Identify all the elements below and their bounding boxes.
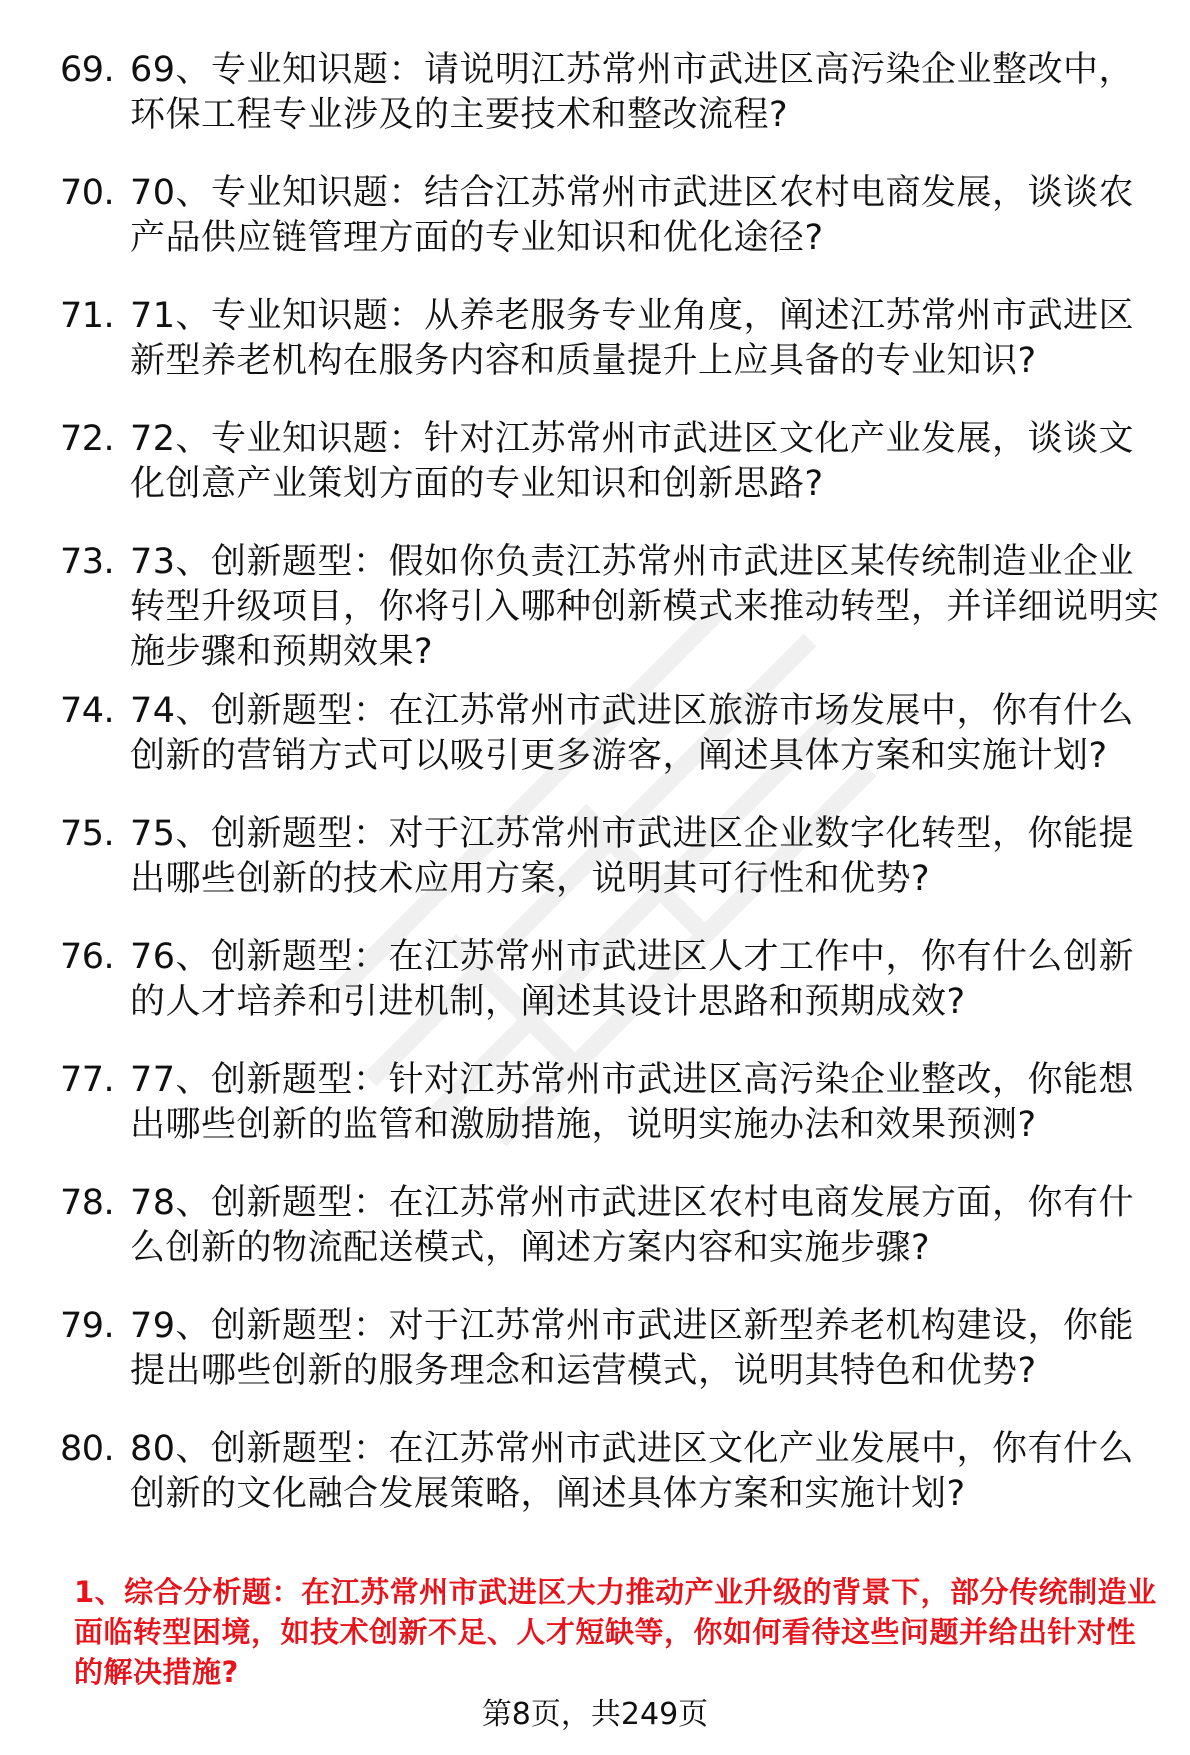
- list-item: [0, 1181, 1190, 1304]
- list-item: [0, 540, 1190, 689]
- question-number: 71.: [60, 296, 115, 336]
- question-text: 71、专业知识题：从养老服务专业角度，阐述江苏常州市武进区新型养老机构在服务内容和质量提升上应具备的专业知识?: [130, 296, 1135, 381]
- question-number: 72.: [60, 419, 115, 459]
- list-item: [0, 1058, 1190, 1181]
- question-number: 77.: [60, 1060, 115, 1100]
- list-item: [0, 48, 1190, 171]
- question-number: 76.: [60, 937, 115, 977]
- question-number: 73.: [60, 542, 115, 582]
- question-number: 80.: [60, 1429, 115, 1469]
- question-number: 74.: [60, 691, 115, 731]
- list-item: [0, 294, 1190, 417]
- analysis-question: 1、综合分析题：在江苏常州市武进区大力推动产业升级的背景下，部分传统制造业面临转型困境，如技术创新不足、人才短缺等，你如何看待这些问题并给出针对性的解决措施?: [74, 1575, 1157, 1689]
- question-list: [0, 48, 1190, 1550]
- question-text: 78、创新题型：在江苏常州市武进区农村电商发展方面，你有什么创新的物流配送模式，阐述方案内容和实施步骤?: [130, 1183, 1135, 1268]
- question-text: 69、专业知识题：请说明江苏常州市武进区高污染企业整改中，环保工程专业涉及的主要技术和整改流程?: [130, 50, 1135, 135]
- question-text: 79、创新题型：对于江苏常州市武进区新型养老机构建设，你能提出哪些创新的服务理念和运营模式，说明其特色和优势?: [130, 1306, 1135, 1391]
- list-item: [0, 935, 1190, 1058]
- page-footer: 第8页，共249页: [481, 1697, 709, 1732]
- question-text: 75、创新题型：对于江苏常州市武进区企业数字化转型，你能提出哪些创新的技术应用方案，说明其可行性和优势?: [130, 814, 1135, 899]
- list-item: [0, 1427, 1190, 1550]
- question-text: 76、创新题型：在江苏常州市武进区人才工作中，你有什么创新的人才培养和引进机制，阐述其设计思路和预期成效?: [130, 937, 1135, 1022]
- question-text: 73、创新题型：假如你负责江苏常州市武进区某传统制造业企业转型升级项目，你将引入哪种创新模式来推动转型，并详细说明实施步骤和预期效果?: [130, 542, 1160, 672]
- question-number: 70.: [60, 173, 115, 213]
- list-item: [0, 689, 1190, 812]
- question-text: 74、创新题型：在江苏常州市武进区旅游市场发展中，你有什么创新的营销方式可以吸引更多游客，阐述具体方案和实施计划?: [130, 691, 1135, 776]
- list-item: [0, 1304, 1190, 1427]
- question-number: 79.: [60, 1306, 115, 1346]
- question-text: 72、专业知识题：针对江苏常州市武进区文化产业发展，谈谈文化创意产业策划方面的专业知识和创新思路?: [130, 419, 1135, 504]
- question-text: 80、创新题型：在江苏常州市武进区文化产业发展中，你有什么创新的文化融合发展策略，阐述具体方案和实施计划?: [130, 1429, 1135, 1514]
- list-item: [0, 417, 1190, 540]
- list-item: [0, 812, 1190, 935]
- question-number: 75.: [60, 814, 115, 854]
- list-item: [0, 171, 1190, 294]
- question-number: 78.: [60, 1183, 115, 1223]
- question-text: 77、创新题型：针对江苏常州市武进区高污染企业整改，你能想出哪些创新的监管和激励措施，说明实施办法和效果预测?: [130, 1060, 1135, 1145]
- question-text: 70、专业知识题：结合江苏常州市武进区农村电商发展，谈谈农产品供应链管理方面的专业知识和优化途径?: [130, 173, 1135, 258]
- question-number: 69.: [60, 50, 115, 90]
